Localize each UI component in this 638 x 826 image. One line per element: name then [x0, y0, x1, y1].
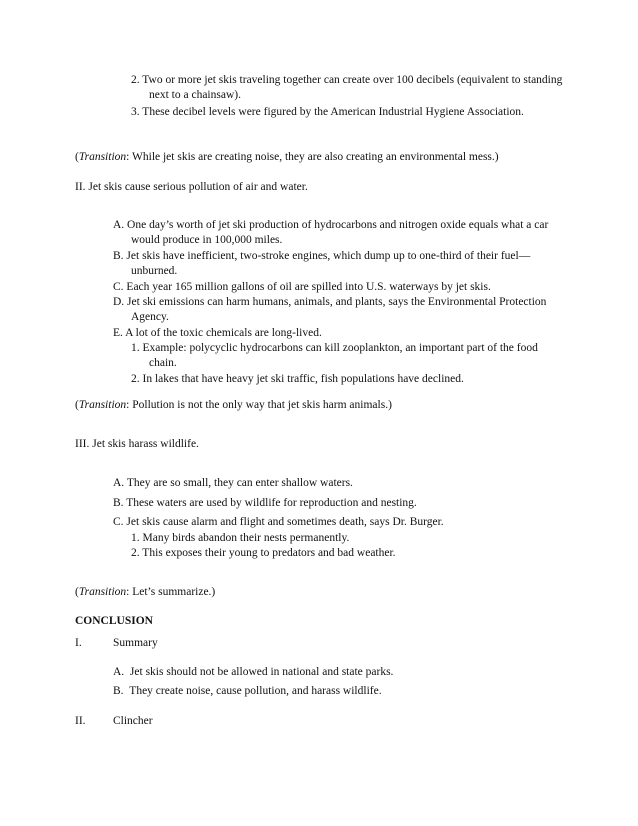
sub-point: B. They create noise, cause pollution, and harass wildlife.	[113, 685, 382, 697]
main-point-title: III. Jet skis harass wildlife.	[75, 438, 199, 450]
transition-line: (Transition: Let’s summarize.)	[75, 586, 216, 598]
sub-point: D. Jet ski emissions can harm humans, animals, and plants, says the Environmental Protection	[113, 296, 547, 308]
sub-point-continuation: Agency.	[131, 311, 169, 323]
transition-label: Transition	[78, 399, 127, 411]
transition-text: : While jet skis are creating noise, they are also creating an environmental mess.)	[126, 151, 499, 163]
transition-text: : Let’s summarize.)	[126, 586, 216, 598]
conclusion-numeral: II.	[75, 715, 86, 727]
sub-sub-point: 2. This exposes their young to predators and bad weather.	[131, 547, 396, 559]
transition-text: : Pollution is not the only way that jet skis harm animals.)	[126, 399, 392, 411]
conclusion-label: Summary	[113, 637, 158, 649]
sub-point: C. Jet skis cause alarm and flight and sometimes death, says Dr. Burger.	[113, 516, 444, 528]
sub-point: E. A lot of the toxic chemicals are long-lived.	[113, 327, 322, 339]
sub-point-continuation: would produce in 100,000 miles.	[131, 234, 283, 246]
outline-item: 2. Two or more jet skis traveling together can create over 100 decibels (equivalent to standing	[131, 74, 563, 86]
conclusion-numeral: I.	[75, 637, 82, 649]
outline-item-continuation: next to a chainsaw).	[149, 89, 241, 101]
sub-sub-point: 1. Example: polycyclic hydrocarbons can kill zooplankton, an important part of the food	[131, 342, 538, 354]
sub-point: A. One day’s worth of jet ski production of hydrocarbons and nitrogen oxide equals what a car	[113, 219, 549, 231]
transition-line: (Transition: While jet skis are creating noise, they are also creating an environmental mess.)	[75, 151, 499, 163]
conclusion-heading: CONCLUSION	[75, 615, 153, 627]
sub-point: A. Jet skis should not be allowed in national and state parks.	[113, 666, 394, 678]
main-point-title: II. Jet skis cause serious pollution of air and water.	[75, 181, 308, 193]
sub-point: B. These waters are used by wildlife for reproduction and nesting.	[113, 497, 417, 509]
transition-label: Transition	[78, 586, 127, 598]
sub-sub-point: 1. Many birds abandon their nests permanently.	[131, 532, 350, 544]
conclusion-label: Clincher	[113, 715, 153, 727]
sub-point: C. Each year 165 million gallons of oil are spilled into U.S. waterways by jet skis.	[113, 281, 491, 293]
sub-point: B. Jet skis have inefficient, two-stroke engines, which dump up to one-third of their fuel—	[113, 250, 531, 262]
sub-sub-point: 2. In lakes that have heavy jet ski traffic, fish populations have declined.	[131, 373, 464, 385]
sub-point-continuation: unburned.	[131, 265, 178, 277]
sub-point: A. They are so small, they can enter shallow waters.	[113, 477, 353, 489]
transition-label: Transition	[78, 151, 127, 163]
transition-line: (Transition: Pollution is not the only way that jet skis harm animals.)	[75, 399, 392, 411]
sub-sub-point-continuation: chain.	[149, 357, 177, 369]
outline-item: 3. These decibel levels were figured by the American Industrial Hygiene Association.	[131, 106, 524, 118]
